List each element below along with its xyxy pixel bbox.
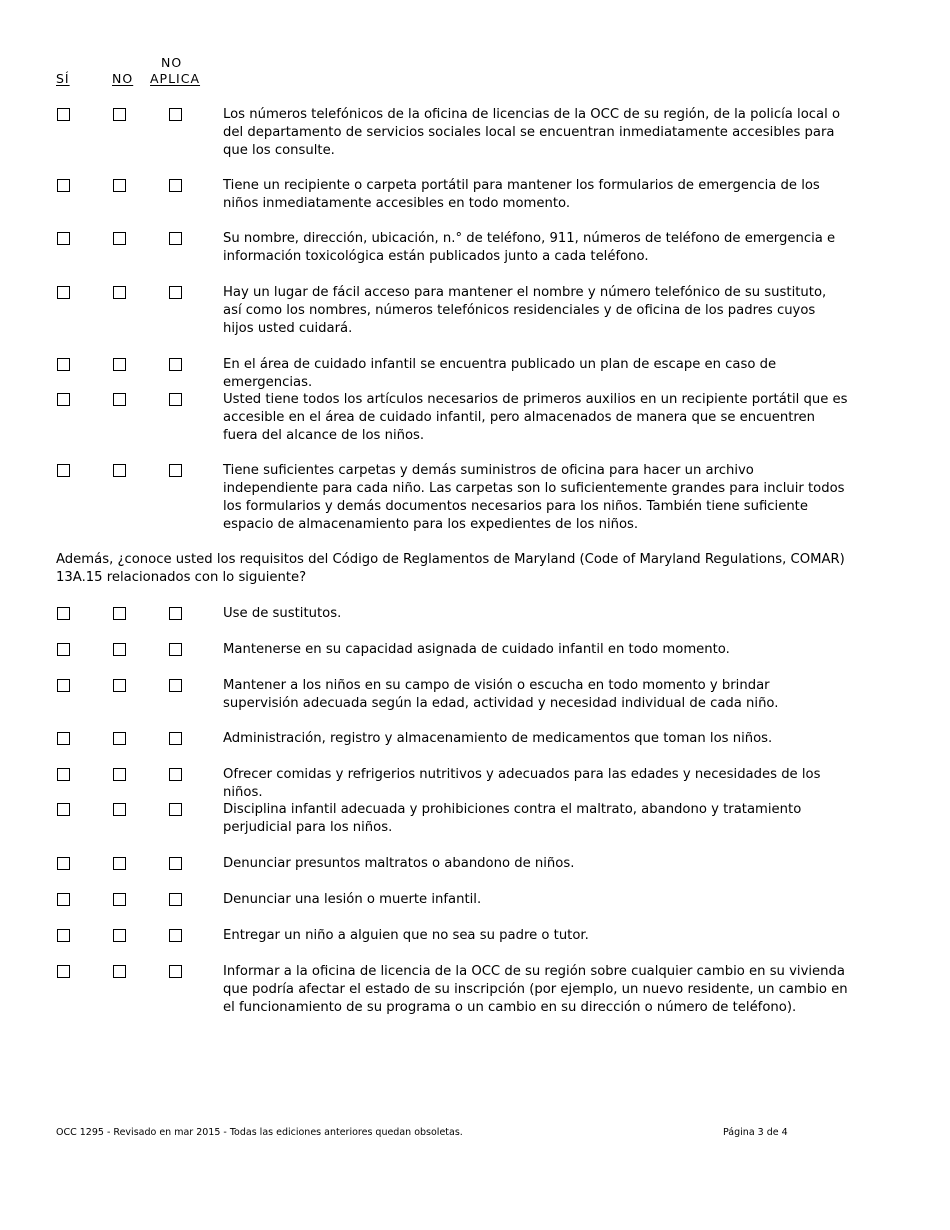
header-not-applicable-line1: NO (161, 55, 183, 70)
yes-checkbox[interactable] (57, 768, 70, 781)
yes-checkbox[interactable] (57, 803, 70, 816)
checklist-item-text: Administración, registro y almacenamiento de medicamentos que toman los niños. (223, 731, 773, 746)
yes-checkbox[interactable] (57, 108, 70, 121)
checklist-item-text: Mantenerse en su capacidad asignada de cuidado infantil en todo momento. (223, 642, 730, 657)
yes-checkbox[interactable] (57, 179, 70, 192)
checklist-item-text: Ofrecer comidas y refrigerios nutritivos y adecuados para las edades y necesidades de los niños. (223, 767, 821, 800)
not-applicable-checkbox[interactable] (169, 179, 182, 192)
not-applicable-checkbox[interactable] (169, 464, 182, 477)
not-applicable-checkbox[interactable] (169, 607, 182, 620)
no-checkbox[interactable] (113, 232, 126, 245)
checklist-item-text: Use de sustitutos. (223, 606, 342, 621)
no-checkbox[interactable] (113, 607, 126, 620)
not-applicable-checkbox[interactable] (169, 929, 182, 942)
yes-checkbox[interactable] (57, 893, 70, 906)
page-number: Página 3 de 4 (723, 1127, 788, 1138)
no-checkbox[interactable] (113, 393, 126, 406)
no-checkbox[interactable] (113, 893, 126, 906)
checklist-item-text: Informar a la oficina de licencia de la OCC de su región sobre cualquier cambio en su vivienda que podría afectar el estado de su inscripción (por ejemplo, un nuevo residente, un cambio en el funcionamiento de su programa o un cambio en su dirección o número de teléfono). (223, 964, 848, 1015)
yes-checkbox[interactable] (57, 732, 70, 745)
yes-checkbox[interactable] (57, 679, 70, 692)
yes-checkbox[interactable] (57, 358, 70, 371)
no-checkbox[interactable] (113, 464, 126, 477)
yes-checkbox[interactable] (57, 643, 70, 656)
checklist-item-text: Mantener a los niños en su campo de visión o escucha en todo momento y brindar supervisión adecuada según la edad, actividad y necesidad individual de cada niño. (223, 678, 779, 711)
yes-checkbox[interactable] (57, 965, 70, 978)
not-applicable-checkbox[interactable] (169, 803, 182, 816)
not-applicable-checkbox[interactable] (169, 643, 182, 656)
form-footer-text: OCC 1295 - Revisado en mar 2015 - Todas las ediciones anteriores quedan obsoletas. (56, 1127, 463, 1138)
checklist-item-text: Entregar un niño a alguien que no sea su padre o tutor. (223, 928, 589, 943)
no-checkbox[interactable] (113, 108, 126, 121)
not-applicable-checkbox[interactable] (169, 393, 182, 406)
yes-checkbox[interactable] (57, 857, 70, 870)
not-applicable-checkbox[interactable] (169, 358, 182, 371)
checklist-item-text: Hay un lugar de fácil acceso para mantener el nombre y número telefónico de su sustituto, así como los nombres, números telefónicos residenciales y de oficina de los padres cuyos hijos usted cuidará. (223, 285, 827, 336)
no-checkbox[interactable] (113, 965, 126, 978)
no-checkbox[interactable] (113, 803, 126, 816)
yes-checkbox[interactable] (57, 929, 70, 942)
header-no: NO (112, 71, 134, 86)
no-checkbox[interactable] (113, 286, 126, 299)
yes-checkbox[interactable] (57, 286, 70, 299)
not-applicable-checkbox[interactable] (169, 108, 182, 121)
no-checkbox[interactable] (113, 929, 126, 942)
checklist-item-text: Disciplina infantil adecuada y prohibiciones contra el maltrato, abandono y tratamiento perjudicial para los niños. (223, 802, 802, 835)
no-checkbox[interactable] (113, 768, 126, 781)
header-not-applicable-line2: APLICA (150, 71, 201, 86)
checklist-item-text: En el área de cuidado infantil se encuentra publicado un plan de escape en caso de emergencias. (223, 357, 777, 390)
comar-intro-text: Además, ¿conoce usted los requisitos del Código de Reglamentos de Maryland (Code of Maryland Regulations, COMAR) 13A.15 relacionados con lo siguiente? (56, 552, 845, 585)
no-checkbox[interactable] (113, 857, 126, 870)
not-applicable-checkbox[interactable] (169, 893, 182, 906)
header-yes: SÍ (56, 71, 70, 86)
no-checkbox[interactable] (113, 732, 126, 745)
not-applicable-checkbox[interactable] (169, 679, 182, 692)
not-applicable-checkbox[interactable] (169, 965, 182, 978)
yes-checkbox[interactable] (57, 393, 70, 406)
checklist-item-text: Denunciar una lesión o muerte infantil. (223, 892, 482, 907)
no-checkbox[interactable] (113, 179, 126, 192)
not-applicable-checkbox[interactable] (169, 232, 182, 245)
not-applicable-checkbox[interactable] (169, 732, 182, 745)
checklist-item-text: Los números telefónicos de la oficina de licencias de la OCC de su región, de la policía local o del departamento de servicios sociales local se encuentran inmediatamente accesibles para que los consulte. (223, 107, 841, 158)
not-applicable-checkbox[interactable] (169, 768, 182, 781)
no-checkbox[interactable] (113, 643, 126, 656)
checklist-item-text: Denunciar presuntos maltratos o abandono de niños. (223, 856, 575, 871)
checklist-item-text: Tiene suficientes carpetas y demás suministros de oficina para hacer un archivo independiente para cada niño. Las carpetas son lo suficientemente grandes para incluir todos los formularios y demás documentos necesarios para los niños. También tiene suficiente espacio de almacenamiento para los expedientes de los niños. (223, 463, 845, 532)
not-applicable-checkbox[interactable] (169, 286, 182, 299)
not-applicable-checkbox[interactable] (169, 857, 182, 870)
checklist-item-text: Su nombre, dirección, ubicación, n.° de teléfono, 911, números de teléfono de emergencia e información toxicológica están publicados junto a cada teléfono. (223, 231, 836, 264)
yes-checkbox[interactable] (57, 232, 70, 245)
no-checkbox[interactable] (113, 679, 126, 692)
checklist-item-text: Tiene un recipiente o carpeta portátil para mantener los formularios de emergencia de los niños inmediatamente accesibles en todo momento. (223, 178, 820, 211)
checklist-item-text: Usted tiene todos los artículos necesarios de primeros auxilios en un recipiente portátil que es accesible en el área de cuidado infantil, pero almacenados de manera que se encuentren fuera del alcance de los niños. (223, 392, 848, 443)
yes-checkbox[interactable] (57, 607, 70, 620)
yes-checkbox[interactable] (57, 464, 70, 477)
no-checkbox[interactable] (113, 358, 126, 371)
